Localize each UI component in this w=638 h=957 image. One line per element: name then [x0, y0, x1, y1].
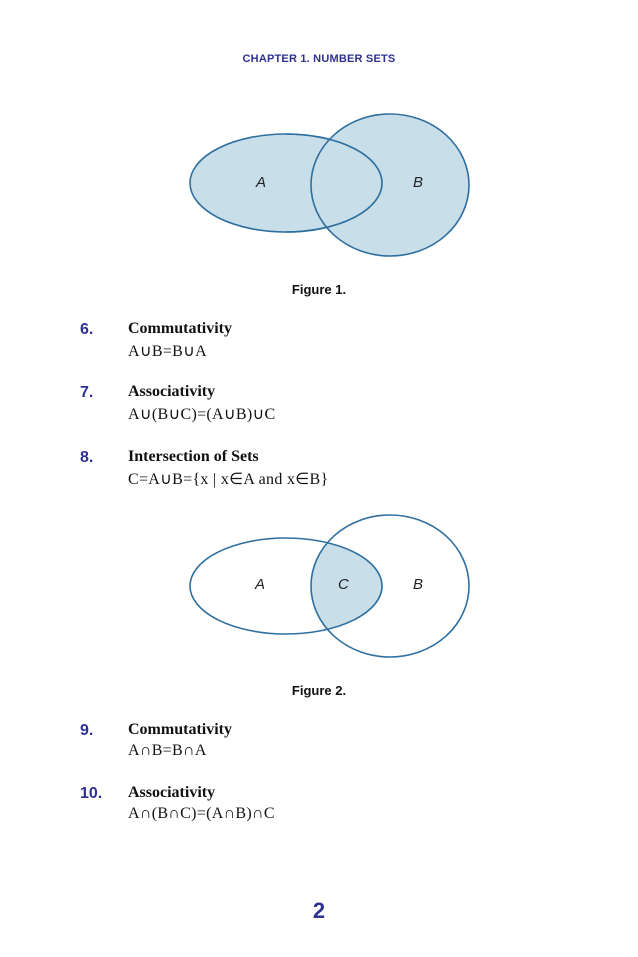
property-name: Commutativity [128, 320, 232, 337]
property-formula: A∩B=B∩A [128, 742, 207, 759]
figure-2-caption: Figure 2. [291, 683, 347, 698]
venn-diagram-intersection [0, 505, 638, 675]
set-b-label: B [413, 576, 424, 593]
property-name: Associativity [128, 383, 216, 400]
property-number: 8. [80, 449, 94, 466]
set-b-circle [311, 114, 469, 256]
property-formula: A∪B=B∪A [128, 343, 207, 360]
property-formula: A∩(B∩C)=(A∩B)∩C [128, 805, 275, 822]
figure-1-caption: Figure 1. [291, 282, 347, 297]
chapter-header: CHAPTER 1. NUMBER SETS [242, 53, 396, 65]
set-a-label: A [255, 576, 266, 593]
set-c-label: C [338, 576, 349, 593]
property-name: Intersection of Sets [128, 448, 259, 465]
property-name: Associativity [128, 784, 216, 801]
venn-diagram-union [0, 100, 638, 270]
property-number: 10. [80, 785, 103, 802]
property-formula: A∪(B∪C)=(A∪B)∪C [128, 406, 276, 423]
property-name: Commutativity [128, 721, 232, 738]
set-a-label: A [256, 174, 267, 191]
property-number: 6. [80, 321, 94, 338]
set-b-label: B [413, 174, 424, 191]
page-number: 2 [312, 898, 326, 923]
property-number: 7. [80, 384, 94, 401]
property-number: 9. [80, 722, 94, 739]
property-formula: C=A∪B={x | x∈A and x∈B} [128, 471, 329, 488]
